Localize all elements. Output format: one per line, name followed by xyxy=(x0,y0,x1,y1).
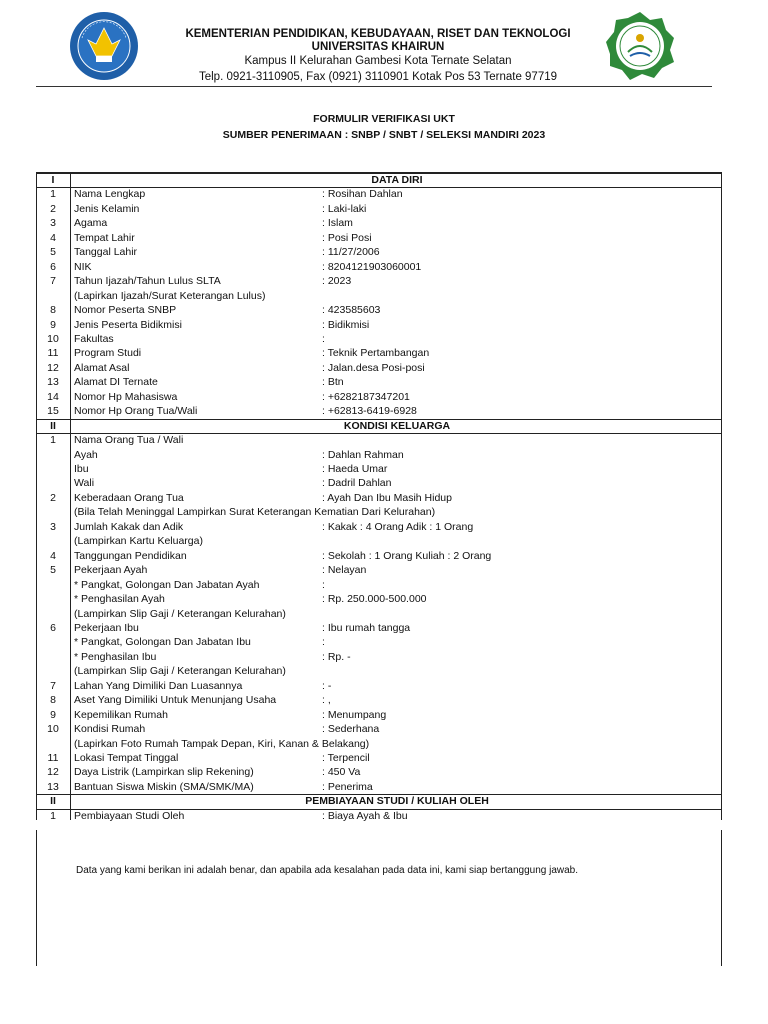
table-row xyxy=(36,390,722,404)
table-row xyxy=(36,476,722,490)
field-value: : Nelayan xyxy=(322,564,367,577)
row-number: 6 xyxy=(50,260,56,273)
section-number: II xyxy=(50,795,56,808)
section-title: PEMBIAYAAN STUDI / KULIAH OLEH xyxy=(305,795,489,808)
field-value: : 2023 xyxy=(322,275,352,288)
row-number: 2 xyxy=(50,202,56,215)
table-row xyxy=(36,404,722,418)
field-label: Jenis Peserta Bidikmisi xyxy=(74,318,182,331)
field-label: Kepemilikan Rumah xyxy=(74,708,168,721)
row-number: 1 xyxy=(50,188,56,201)
field-value: : 8204121903060001 xyxy=(322,260,422,273)
table-row xyxy=(36,780,722,794)
field-label: Kondisi Rumah xyxy=(74,723,146,736)
table-row xyxy=(36,303,722,317)
section-number: II xyxy=(50,419,56,432)
field-value: : Btn xyxy=(322,376,344,389)
table-row xyxy=(36,693,722,707)
row-number: 11 xyxy=(47,347,59,360)
field-label: Lokasi Tempat Tinggal xyxy=(74,752,179,764)
table-row xyxy=(36,462,722,476)
table-row xyxy=(36,578,722,592)
table-row xyxy=(36,245,722,259)
field-label: * Penghasilan Ayah xyxy=(74,593,165,606)
row-number: 12 xyxy=(47,361,59,374)
field-value: : xyxy=(322,636,325,649)
field-label: * Penghasilan Ibu xyxy=(74,650,157,663)
khairun-logo-icon xyxy=(604,10,676,82)
row-number: 8 xyxy=(50,694,56,707)
field-value: : Posi Posi xyxy=(322,231,372,244)
attachment-note: (Lapirkan Ijazah/Surat Keterangan Lulus) xyxy=(74,289,266,302)
attachment-note: (Lampirkan Slip Gaji / Keterangan Kelurahan) xyxy=(74,665,286,678)
field-label: Agama xyxy=(74,217,108,230)
row-number: 5 xyxy=(50,564,56,577)
field-value: : Dadril Dahlan xyxy=(322,477,392,490)
field-label: * Pangkat, Golongan Dan Jabatan Ayah xyxy=(74,578,260,591)
table-row xyxy=(36,361,722,375)
table-row xyxy=(36,491,722,505)
field-value: : Laki-laki xyxy=(322,202,367,215)
table-row xyxy=(36,375,722,389)
table-row xyxy=(36,549,722,563)
row-number: 2 xyxy=(50,491,56,504)
field-label: Nomor Hp Orang Tua/Wali xyxy=(74,405,198,418)
campus-address: Kampus II Kelurahan Gambesi Kota Ternate Selatan xyxy=(244,55,512,67)
ministry-name: KEMENTERIAN PENDIDIKAN, KEBUDAYAAN, RISET DAN TEKNOLOGI xyxy=(185,28,571,40)
table-row xyxy=(36,708,722,722)
tut-wuri-handayani-logo xyxy=(68,10,140,82)
field-label: Tanggungan Pendidikan xyxy=(74,549,187,562)
row-number: 10 xyxy=(47,332,59,345)
note-row xyxy=(36,664,722,678)
table-row xyxy=(36,448,722,462)
field-label: Pembiayaan Studi Oleh xyxy=(74,809,185,822)
declaration-right-border xyxy=(721,830,722,966)
row-number: 11 xyxy=(47,752,59,764)
section-header-row xyxy=(36,794,722,808)
table-row xyxy=(36,202,722,216)
field-value: : Haeda Umar xyxy=(322,463,388,475)
field-value: : Sederhana xyxy=(322,723,380,736)
table-row xyxy=(36,621,722,635)
section-header-row xyxy=(36,173,722,187)
section-number: I xyxy=(51,174,55,186)
declaration-statement: Data yang kami berikan ini adalah benar, dan apabila ada kesalahan pada data ini, kami siap bertanggung jawab. xyxy=(76,865,579,876)
row-number: 4 xyxy=(50,549,56,562)
table-row xyxy=(36,260,722,274)
row-number: 8 xyxy=(50,304,56,317)
field-label: Aset Yang Dimiliki Untuk Menunjang Usaha xyxy=(74,694,277,707)
field-value: : Rp. 250.000-500.000 xyxy=(322,593,427,606)
field-value: : Dahlan Rahman xyxy=(322,448,404,461)
field-label: Jenis Kelamin xyxy=(74,202,140,215)
note-row xyxy=(36,505,722,519)
table-row xyxy=(36,751,722,765)
row-number: 13 xyxy=(47,376,59,389)
field-label: Lahan Yang Dimiliki Dan Luasannya xyxy=(74,679,243,692)
section-title: DATA DIRI xyxy=(371,174,423,186)
note-row xyxy=(36,289,722,303)
field-label: Keberadaan Orang Tua xyxy=(74,491,184,504)
field-label: Tanggal Lahir xyxy=(74,246,138,259)
row-number: 7 xyxy=(50,679,56,692)
field-label: Nomor Hp Mahasiswa xyxy=(74,390,178,403)
field-label: NIK xyxy=(74,260,92,273)
row-number: 14 xyxy=(47,390,59,403)
table-row xyxy=(36,274,722,288)
field-value: : +62813-6419-6928 xyxy=(322,405,417,418)
field-value: : Ayah Dan Ibu Masih Hidup xyxy=(322,491,452,504)
field-label: Tahun Ijazah/Tahun Lulus SLTA xyxy=(74,275,221,288)
field-value: : Rosihan Dahlan xyxy=(322,188,403,201)
field-label: Nama Lengkap xyxy=(74,188,146,201)
field-label: Nomor Peserta SNBP xyxy=(74,304,177,317)
table-row xyxy=(36,433,722,447)
field-value: : Biaya Ayah & Ibu xyxy=(322,809,408,822)
table-row xyxy=(36,520,722,534)
field-value: : Bidikmisi xyxy=(322,318,370,331)
section-header-row xyxy=(36,419,722,433)
table-row xyxy=(36,765,722,779)
contact-info: Telp. 0921-3110905, Fax (0921) 3110901 Kotak Pos 53 Ternate 97719 xyxy=(198,71,558,83)
field-label: Program Studi xyxy=(74,347,142,360)
field-value: : xyxy=(322,332,325,345)
field-value: : Menumpang xyxy=(322,708,387,721)
attachment-note: (Lapirkan Foto Rumah Tampak Depan, Kiri, Kanan & Belakang) xyxy=(74,737,370,750)
row-number: 7 xyxy=(50,275,56,288)
field-value: : Jalan.desa Posi-posi xyxy=(322,361,425,374)
table-row xyxy=(36,216,722,230)
note-row xyxy=(36,607,722,621)
field-label: Daya Listrik (Lampirkan slip Rekening) xyxy=(74,766,254,779)
field-value: : 450 Va xyxy=(322,766,361,779)
field-value: : Terpencil xyxy=(322,752,370,764)
row-number: 1 xyxy=(50,809,56,822)
row-number: 5 xyxy=(50,246,56,259)
table-row xyxy=(36,722,722,736)
table-row xyxy=(36,592,722,606)
table-row xyxy=(36,563,722,577)
field-value: : Sekolah : 1 Orang Kuliah : 2 Orang xyxy=(322,549,492,562)
tut-wuri-logo-icon xyxy=(68,10,140,82)
field-value: : 11/27/2006 xyxy=(322,246,380,259)
table-row xyxy=(36,635,722,649)
field-label: Alamat DI Ternate xyxy=(74,376,158,389)
row-number: 13 xyxy=(47,780,59,793)
section-title: KONDISI KELUARGA xyxy=(343,419,451,432)
form-subtitle: SUMBER PENERIMAAN : SNBP / SNBT / SELEKSI MANDIRI 2023 xyxy=(222,129,546,141)
declaration-left-border xyxy=(36,830,37,966)
form-title: FORMULIR VERIFIKASI UKT xyxy=(313,113,455,125)
row-number: 15 xyxy=(47,405,59,418)
field-value: : Teknik Pertambangan xyxy=(322,347,430,360)
header-divider xyxy=(36,86,712,87)
row-number: 12 xyxy=(47,766,59,779)
row-number: 10 xyxy=(47,723,59,736)
field-value: : 423585603 xyxy=(322,304,381,317)
row-number: 9 xyxy=(50,708,56,721)
field-label: Tempat Lahir xyxy=(74,231,135,244)
row-number: 3 xyxy=(50,520,56,533)
row-number: 3 xyxy=(50,217,56,230)
field-value: : +6282187347201 xyxy=(322,390,410,403)
field-value: : Penerima xyxy=(322,780,373,793)
field-value: : xyxy=(322,578,325,591)
field-value: : , xyxy=(322,694,331,707)
note-row xyxy=(36,737,722,751)
table-row xyxy=(36,187,722,201)
table-row xyxy=(36,679,722,693)
field-label: Alamat Asal xyxy=(74,361,130,374)
field-label: Wali xyxy=(74,477,95,490)
field-label: Fakultas xyxy=(74,332,114,345)
field-value: : Kakak : 4 Orang Adik : 1 Orang xyxy=(322,520,474,533)
field-label: Ayah xyxy=(74,448,98,461)
field-label: Ibu xyxy=(74,463,89,475)
row-number: 9 xyxy=(50,318,56,331)
table-row xyxy=(36,650,722,664)
field-label: Pekerjaan Ayah xyxy=(74,564,148,577)
field-value: : Islam xyxy=(322,217,353,230)
table-row xyxy=(36,318,722,332)
row-number: 4 xyxy=(50,231,56,244)
field-label: * Pangkat, Golongan Dan Jabatan Ibu xyxy=(74,636,251,649)
note-row xyxy=(36,534,722,548)
field-value: : - xyxy=(322,679,332,692)
universitas-khairun-logo xyxy=(604,10,676,82)
row-number: 6 xyxy=(50,621,56,634)
table-row xyxy=(36,332,722,346)
field-value: : Ibu rumah tangga xyxy=(322,621,411,634)
field-label: Bantuan Siswa Miskin (SMA/SMK/MA) xyxy=(74,780,254,793)
field-label: Nama Orang Tua / Wali xyxy=(74,434,184,447)
attachment-note: (Lampirkan Kartu Keluarga) xyxy=(74,535,203,548)
university-name: UNIVERSITAS KHAIRUN xyxy=(311,41,445,53)
table-row xyxy=(36,346,722,360)
field-value: : Rp. - xyxy=(322,650,351,663)
table-row xyxy=(36,809,722,823)
table-row xyxy=(36,231,722,245)
attachment-note: (Lampirkan Slip Gaji / Keterangan Kelurahan) xyxy=(74,607,286,620)
field-label: Pekerjaan Ibu xyxy=(74,621,139,634)
field-label: Jumlah Kakak dan Adik xyxy=(74,520,184,533)
attachment-note: (Bila Telah Meninggal Lampirkan Surat Keterangan Kematian Dari Kelurahan) xyxy=(74,506,436,519)
row-number: 1 xyxy=(50,434,56,447)
